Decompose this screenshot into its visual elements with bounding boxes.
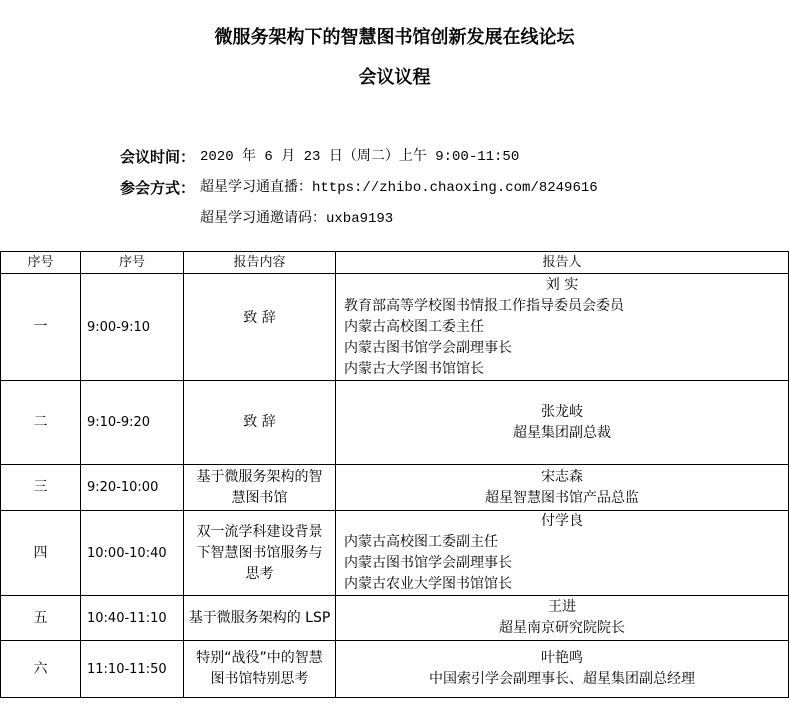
row-time: 10:40-11:10: [81, 596, 184, 641]
header-number: 序号: [1, 252, 81, 274]
header-topic: 报告内容: [184, 252, 336, 274]
topic-line: 致 辞: [243, 414, 276, 430]
row-topic: [184, 596, 336, 641]
table-row: [1, 465, 789, 511]
speaker-title: 内蒙古高校图工委主任: [344, 318, 484, 335]
header-time-column: 序号: [81, 252, 184, 274]
row-time: 9:10-9:20: [81, 381, 184, 465]
row-time: 9:20-10:00: [81, 465, 184, 511]
row-topic: [184, 465, 336, 511]
topic-line: 双一流学科建设背景: [196, 523, 323, 540]
row-speaker: [336, 596, 789, 641]
speaker-name: 叶艳鸣: [541, 650, 583, 666]
topic-line: 思考: [245, 565, 274, 582]
row-topic: [184, 641, 336, 698]
row-topic: [184, 511, 336, 596]
row-number: 四: [1, 511, 81, 596]
speaker-name: 宋志森: [541, 468, 583, 485]
speaker-name: 张龙岐: [541, 403, 583, 420]
topic-line: 下智慧图书馆服务与: [196, 544, 323, 561]
invite-code-line: [0, 209, 789, 229]
agenda-table: [0, 251, 789, 698]
row-speaker: [336, 511, 789, 596]
speaker-title: 内蒙古高校图工委副主任: [344, 534, 498, 550]
row-number: 三: [1, 465, 81, 511]
row-speaker: [336, 381, 789, 465]
meeting-time-label: 会议时间：: [120, 148, 196, 166]
meeting-time-value: 2020 年 6 月 23 日（周二）上午 9:00-11:50: [200, 149, 520, 165]
meeting-method-label: 参会方式：: [120, 179, 196, 197]
row-speaker: [336, 465, 789, 511]
row-number: 一: [1, 274, 81, 381]
live-stream-info: 超星学习通直播：https://zhibo.chaoxing.com/8249616: [200, 180, 598, 196]
row-topic: [184, 381, 336, 465]
speaker-name: 王进: [548, 599, 576, 615]
meeting-time-line: [0, 147, 789, 167]
row-speaker: [336, 274, 789, 381]
meeting-method-line: [0, 178, 789, 198]
topic-line: 慧图书馆: [231, 489, 288, 506]
speaker-title: 中国索引学会副理事长、超星集团副总经理: [429, 671, 695, 687]
speaker-title: 内蒙古农业大学图书馆馆长: [344, 576, 512, 592]
topic-line: 基于微服务架构的 LSP: [188, 609, 331, 626]
row-time: 10:00-10:40: [81, 511, 184, 596]
row-number: 二: [1, 381, 81, 465]
table-row: [1, 381, 789, 465]
row-speaker: [336, 641, 789, 698]
table-row: [1, 641, 789, 698]
topic-line: 特别“战役”中的智慧: [196, 650, 323, 666]
header-speaker: 报告人: [336, 252, 789, 274]
topic-line: 基于微服务架构的智: [196, 468, 323, 485]
table-row: [1, 274, 789, 381]
speaker-title: 超星南京研究院院长: [499, 620, 625, 636]
speaker-title: 教育部高等学校图书情报工作指导委员会委员: [344, 297, 624, 314]
table-header-row: [1, 252, 789, 274]
row-time: 9:00-9:10: [81, 274, 184, 381]
row-number: 五: [1, 596, 81, 641]
speaker-title: 内蒙古大学图书馆馆长: [344, 360, 484, 377]
document-subtitle: 会议议程: [358, 67, 431, 88]
topic-line: 图书馆特别思考: [210, 671, 309, 687]
row-topic: [184, 274, 336, 381]
speaker-title: 超星智慧图书馆产品总监: [485, 489, 639, 506]
speaker-title: 内蒙古图书馆学会副理事长: [344, 555, 512, 571]
speaker-name: 刘 实: [545, 276, 579, 293]
row-number: 六: [1, 641, 81, 698]
table-row: [1, 596, 789, 641]
invite-code-info: 超星学习通邀请码：uxba9193: [200, 211, 394, 227]
topic-line: 致 辞: [243, 309, 276, 326]
speaker-title: 内蒙古图书馆学会副理事长: [344, 339, 512, 356]
speaker-name: 付学良: [541, 513, 583, 529]
speaker-title: 超星集团副总裁: [513, 424, 611, 441]
row-time: 11:10-11:50: [81, 641, 184, 698]
document-title: 微服务架构下的智慧图书馆创新发展在线论坛: [214, 27, 575, 48]
table-row: [1, 511, 789, 596]
